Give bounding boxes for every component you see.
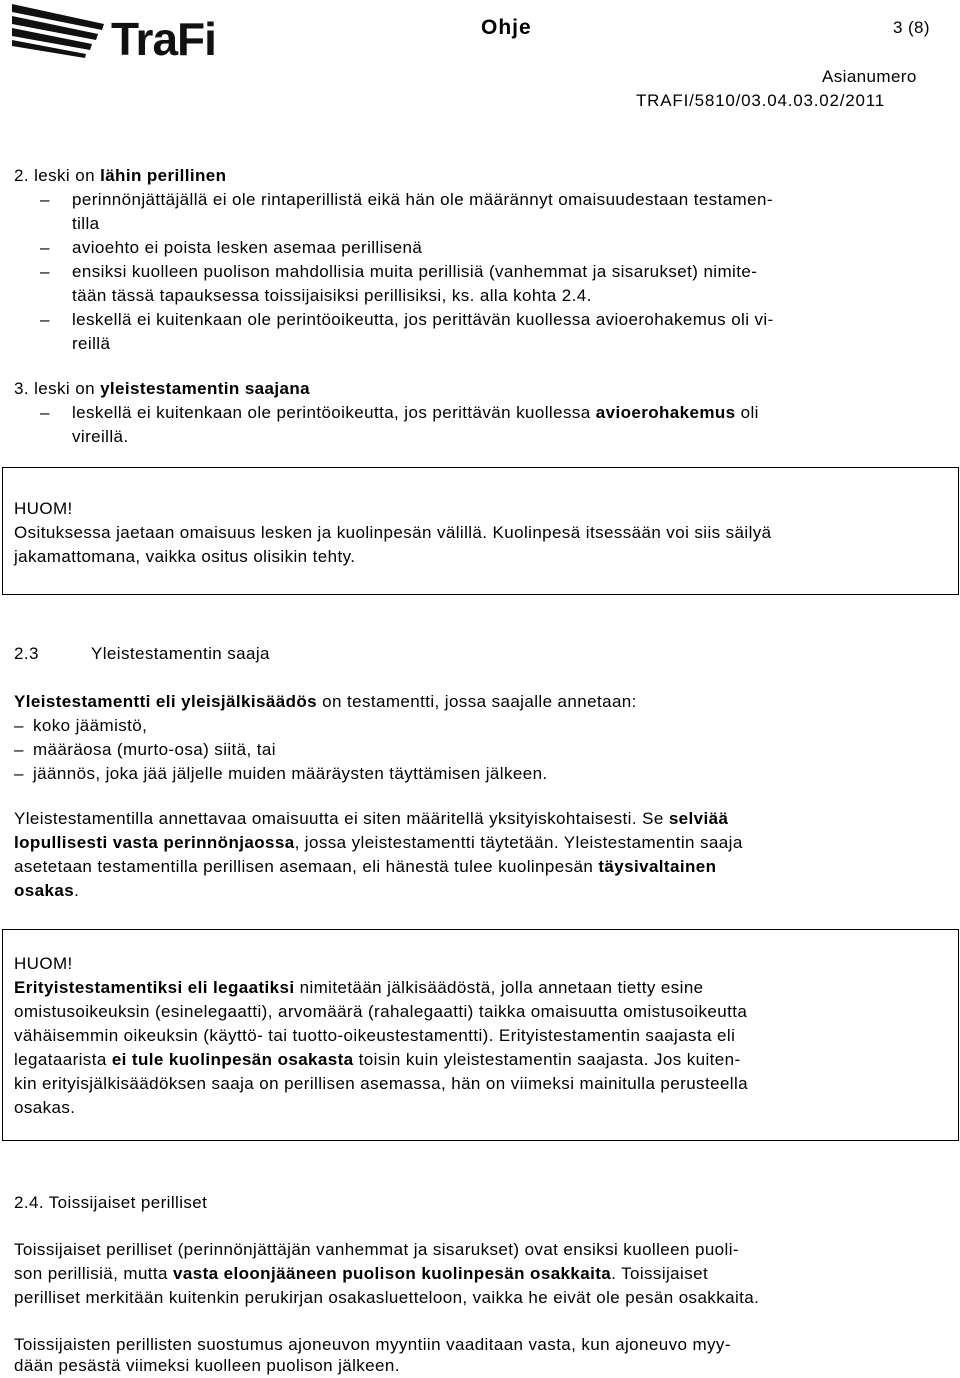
bullet-line: jäännös, joka jää jäljelle muiden määräysten täyttämisen jälkeen. xyxy=(33,764,548,783)
list-item-2 xyxy=(14,164,226,188)
paragraph-line: dään pesästä viimeksi kuolleen puolison jälkeen. xyxy=(14,1356,400,1375)
dash-icon: – xyxy=(40,190,50,209)
bold-term: lopullisesti vasta perinnönjaossa xyxy=(14,833,295,852)
page-number: 3 (8) xyxy=(893,18,930,37)
bullet-line: avioehto ei poista lesken asemaa perillisenä xyxy=(72,238,423,257)
asianumero-label: Asianumero xyxy=(822,67,917,86)
list-item-3-prefix: 3. leski on xyxy=(14,379,101,398)
bullet-line: reillä xyxy=(72,334,111,353)
paragraph-line xyxy=(14,807,728,831)
list-item-2-prefix: 2. leski on xyxy=(14,166,101,185)
paragraph-line: perilliset merkitään kuitenkin perukirjan osakasluetteloon, vaikka he eivät ole pesän osakkaita. xyxy=(14,1288,760,1307)
dash-icon: – xyxy=(40,310,50,329)
list-item-3-bold: yleistestamentin saajana xyxy=(100,379,311,398)
notice-title: HUOM! xyxy=(14,499,73,518)
bullet-line: ensiksi kuolleen puolison mahdollisia muita perillisiä (vanhemmat ja sisarukset) nimite- xyxy=(72,262,758,281)
text: asetetaan testamentilla perillisen asemaan, eli hänestä tulee kuolinpesän xyxy=(14,857,599,876)
text: toisin kuin yleistestamentin saajasta. Jos kuiten- xyxy=(353,1050,741,1069)
paragraph-line xyxy=(14,1262,708,1286)
bullet-line: tilla xyxy=(72,214,100,233)
trafi-logo xyxy=(6,0,246,70)
notice-line: osakas. xyxy=(14,1098,76,1117)
bullet-line xyxy=(72,401,759,425)
paragraph-line xyxy=(14,879,79,903)
bullet-text: leskellä ei kuitenkaan ole perintöoikeutta, jos perittävän kuollessa xyxy=(72,403,596,422)
bold-term: osakas xyxy=(14,881,75,900)
bold-term: Erityistestamentiksi eli legaatiksi xyxy=(14,978,295,997)
text: legataarista xyxy=(14,1050,112,1069)
bullet-line: koko jäämistö, xyxy=(33,716,148,735)
section-number: 2.3 xyxy=(14,644,39,663)
text: on testamentti, jossa saajalle annetaan: xyxy=(317,692,637,711)
paragraph-line: Toissijaisten perillisten suostumus ajoneuvon myyntiin vaaditaan vasta, kun ajoneuvo myy- xyxy=(14,1335,731,1354)
text: son perillisiä, mutta xyxy=(14,1264,174,1283)
dash-icon: – xyxy=(40,238,50,257)
document-type: Ohje xyxy=(481,16,532,39)
notice-line: omistusoikeuksin (esinelegaatti), arvomäärä (rahalegaatti) taikka omaisuutta omistusoikeutta xyxy=(14,1002,748,1021)
text: nimitetään jälkisäädöstä, jolla annetaan tietty esine xyxy=(294,978,704,997)
bullet-line: perinnönjättäjällä ei ole rintaperillistä eikä hän ole määrännyt omaisuudestaan testamen- xyxy=(72,190,773,209)
dash-icon: – xyxy=(14,740,24,759)
bullet-line: vireillä. xyxy=(72,427,129,446)
notice-line: vähäisemmin oikeuksin (käyttö- tai tuotto-oikeustestamentti). Erityistestamentin saajasta eli xyxy=(14,1026,736,1045)
dash-icon: – xyxy=(40,262,50,281)
text: , jossa yleistestamentti täytetään. Yleistestamentin saaja xyxy=(294,833,743,852)
bold-term: selviää xyxy=(668,809,729,828)
dash-icon: – xyxy=(14,716,24,735)
paragraph-line xyxy=(14,690,637,714)
text: Yleistestamentilla annettavaa omaisuutta ei siten määritellä yksityiskohtaisesti. Se xyxy=(14,809,669,828)
asianumero-value: TRAFI/5810/03.04.03.02/2011 xyxy=(636,91,886,110)
bullet-line: määräosa (murto-osa) siitä, tai xyxy=(33,740,276,759)
notice-line: jakamattomana, vaikka ositus olisikin tehty. xyxy=(14,547,356,566)
bold-term: ei tule kuolinpesän osakasta xyxy=(111,1050,354,1069)
bullet-line: tään tässä tapauksessa toissijaisiksi perillisiksi, ks. alla kohta 2.4. xyxy=(72,286,592,305)
notice-line: Osituksessa jaetaan omaisuus lesken ja kuolinpesän välillä. Kuolinpesä itsessään voi siis säilyä xyxy=(14,523,772,542)
bold-term: täysivaltainen xyxy=(598,857,717,876)
text: . xyxy=(74,881,80,900)
bullet-line: leskellä ei kuitenkaan ole perintöoikeutta, jos perittävän kuollessa avioerohakemus oli vi- xyxy=(72,310,774,329)
bullet-text: oli xyxy=(735,403,759,422)
bullet-bold: avioerohakemus xyxy=(595,403,736,422)
text: . Toissijaiset xyxy=(611,1264,709,1283)
section-title: Yleistestamentin saaja xyxy=(91,644,270,663)
bold-term: vasta eloonjääneen puolison kuolinpesän osakkaita xyxy=(173,1264,612,1283)
dash-icon: – xyxy=(14,764,24,783)
dash-icon: – xyxy=(40,403,50,422)
list-item-2-bold: lähin perillinen xyxy=(100,166,227,185)
logo-text: TraFi xyxy=(111,13,216,65)
bold-term: Yleistestamentti eli yleisjälkisäädös xyxy=(14,692,318,711)
notice-title: HUOM! xyxy=(14,954,73,973)
notice-line: kin erityisjälkisäädöksen saaja on perillisen asemassa, hän on viimeksi mainitulla perusteella xyxy=(14,1074,749,1093)
section-heading: 2.4. Toissijaiset perilliset xyxy=(14,1193,208,1212)
paragraph-line: Toissijaiset perilliset (perinnönjättäjän vanhemmat ja sisarukset) ovat ensiksi kuolleen puoli- xyxy=(14,1240,739,1259)
notice-line xyxy=(14,976,704,1000)
list-item-3 xyxy=(14,377,310,401)
paragraph-line xyxy=(14,831,743,855)
notice-line xyxy=(14,1048,741,1072)
paragraph-line xyxy=(14,855,716,879)
